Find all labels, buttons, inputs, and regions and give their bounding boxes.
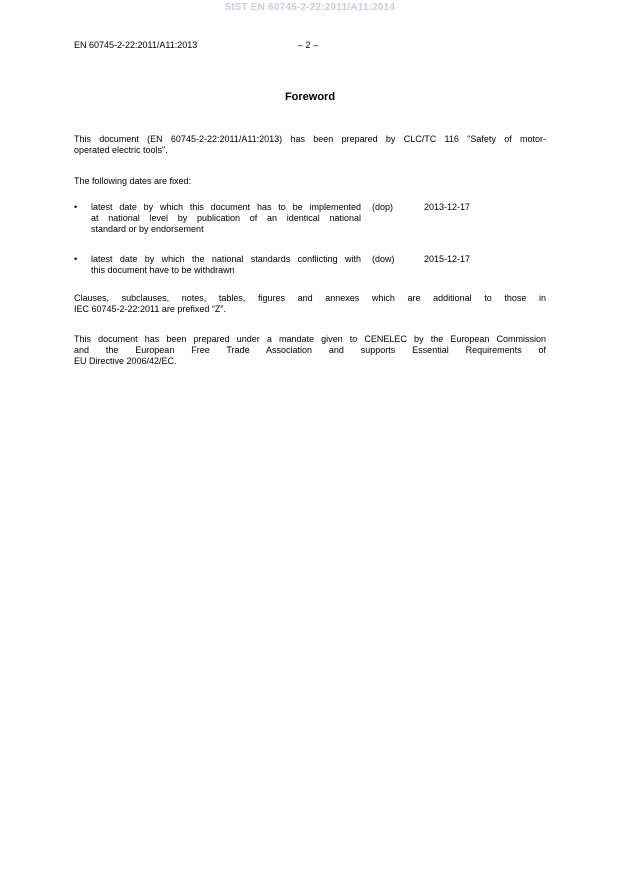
mandate-line-2: and the European Free Trade Association and supports Essential Requirements of bbox=[74, 345, 546, 355]
watermark: SIST EN 60745-2-22:2011/A11:2014 bbox=[224, 2, 396, 13]
foreword-heading: Foreword bbox=[284, 91, 336, 103]
date-value: 2015-12-17 bbox=[424, 254, 471, 264]
intro-paragraph bbox=[74, 134, 546, 156]
date-item-description bbox=[91, 202, 361, 235]
clauses-line-2: IEC 60745-2-22:2011 are prefixed “Z”. bbox=[74, 304, 226, 314]
mandate-line-3: EU Directive 2006/42/EC. bbox=[74, 356, 177, 366]
date-item-line: at national level by publication of an identical national bbox=[91, 213, 361, 223]
date-item-line: this document have to be withdrawn bbox=[91, 265, 235, 275]
date-item-description bbox=[91, 254, 361, 276]
date-item-line: latest date by which this document has to be implemented bbox=[91, 202, 361, 212]
date-abbreviation: (dow) bbox=[372, 254, 395, 264]
date-item-line: standard or by endorsement bbox=[91, 224, 204, 234]
page-number: – 2 – bbox=[298, 40, 319, 50]
document-id-header: EN 60745-2-22:2011/A11:2013 bbox=[74, 40, 198, 50]
clauses-paragraph bbox=[74, 293, 546, 315]
clauses-line-1: Clauses, subclauses, notes, tables, figures and annexes which are additional to those in bbox=[74, 293, 546, 303]
intro-line-1: This document (EN 60745-2-22:2011/A11:2013) has been prepared by CLC/TC 116 "Safety of motor- bbox=[74, 134, 546, 144]
bullet-icon: • bbox=[74, 202, 78, 212]
bullet-icon: • bbox=[74, 254, 78, 264]
dates-intro: The following dates are fixed: bbox=[74, 176, 192, 186]
date-value: 2013-12-17 bbox=[424, 202, 471, 212]
date-item-line: latest date by which the national standards conflicting with bbox=[91, 254, 361, 264]
intro-line-2: operated electric tools". bbox=[74, 145, 168, 155]
mandate-paragraph bbox=[74, 334, 546, 367]
mandate-line-1: This document has been prepared under a mandate given to CENELEC by the European Commission bbox=[74, 334, 546, 344]
date-abbreviation: (dop) bbox=[372, 202, 394, 212]
